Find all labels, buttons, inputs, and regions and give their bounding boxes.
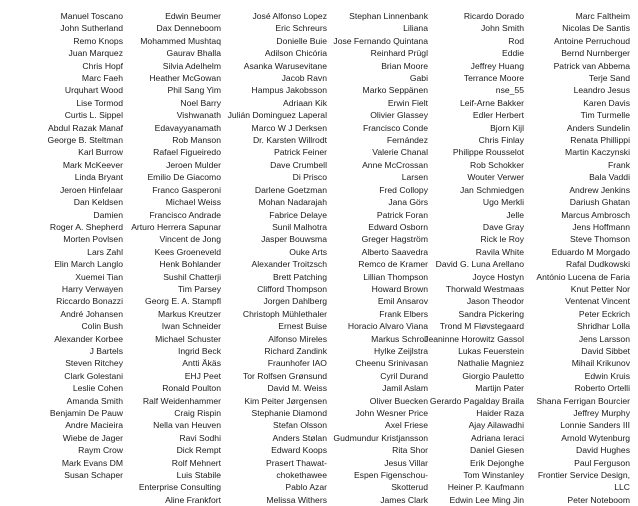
contributor-name: Edler Herbert — [472, 110, 524, 121]
contributor-name: Jasper Bouwsma — [261, 234, 327, 245]
name-column-3 — [228, 10, 327, 506]
contributor-name: Harry Verwayen — [61, 283, 123, 294]
contributor-name: Frank Elbers — [379, 308, 428, 319]
contributor-name: Arnold Wytenburg — [561, 432, 630, 443]
contributor-name: Brian Moore — [381, 60, 428, 71]
contributor-name: Jan Schmiedgen — [459, 184, 524, 195]
contributor-name: Xuemei Tian — [75, 271, 123, 282]
contributor-name: Dan Keldsen — [73, 197, 123, 208]
contributor-name: Jorgen Dahlberg — [263, 296, 327, 307]
name-column-5 — [424, 10, 524, 506]
contributor-name: Riccardo Bonazzi — [56, 296, 123, 307]
contributor-name: Karl Burrow — [78, 147, 123, 158]
contributor-name: Skotterud — [391, 482, 428, 493]
contributor-name: André Johansen — [60, 308, 123, 319]
contributor-name: Luis Stabile — [176, 470, 221, 481]
contributor-name: Steve Thomson — [569, 234, 630, 245]
contributor-name: Olivier Glassey — [370, 110, 428, 121]
contributor-name: Jelle — [506, 209, 524, 220]
contributor-name: Ouke Arts — [289, 246, 327, 257]
contributor-name: John Wesner Price — [355, 408, 428, 418]
contributor-name: Manuel Toscano — [60, 11, 123, 21]
contributor-name: Prasert Thawat- — [266, 457, 327, 468]
contributor-name: Dick Rempt — [176, 445, 221, 456]
contributor-name: Nicolas De Santis — [562, 23, 630, 34]
contributor-name: Edavayyanamath — [154, 122, 221, 133]
contributor-name: Martijn Pater — [475, 383, 524, 394]
contributor-name: Adriana Ieraci — [470, 432, 524, 443]
contributor-name: Lonnie Sanders III — [560, 420, 630, 431]
contributor-name: Gaurav Bhalla — [166, 48, 221, 59]
contributor-name: Rolf Mehnert — [171, 457, 221, 468]
contributor-name: Mark McKeever — [62, 159, 123, 170]
contributor-name: Susan Schaper — [64, 470, 123, 481]
contributor-name: Darlene Goetzman — [254, 184, 327, 195]
contributor-name: Benjamin De Pauw — [49, 408, 123, 418]
contributor-name: Kim Peiter Jørgensen — [244, 395, 327, 406]
contributor-name: Gabi — [409, 73, 428, 84]
contributor-name: Clark Golestani — [64, 370, 123, 381]
contributor-name: Alexander Troitzsch — [251, 259, 327, 270]
contributor-name: Giorgio Pauletto — [462, 370, 524, 381]
name-column-4 — [333, 10, 428, 506]
contributor-name: David M. Weiss — [267, 383, 327, 394]
contributor-name: Martin Kaczynski — [565, 147, 630, 158]
contributor-name: Pablo Azar — [285, 482, 327, 493]
contributor-name: Michael Schuster — [155, 333, 221, 344]
contributor-name: nse_55 — [495, 85, 524, 96]
contributor-name: Stephan Linnenbank — [349, 11, 428, 21]
contributor-name: Lise Tormod — [76, 97, 123, 108]
contributor-name: Stephanie Diamond — [251, 408, 327, 418]
contributor-name: Wiebe de Jager — [62, 432, 123, 443]
contributor-name: Noel Barry — [180, 97, 221, 108]
contributor-name: Francisco Andrade — [149, 209, 221, 220]
contributor-name: Ventenat Vincent — [565, 296, 630, 307]
contributor-name: David Sibbet — [581, 345, 630, 356]
contributor-name: Rod — [508, 35, 524, 46]
contributor-name: Edwin Lee Ming Jin — [449, 494, 524, 505]
contributor-name: Alfonso Mireles — [268, 333, 327, 344]
contributor-name: Markus Kreutzer — [157, 308, 221, 319]
contributor-name: Silvia Adelhelm — [162, 60, 221, 71]
contributor-name: Chris Hopf — [82, 60, 123, 71]
contributor-name: Peter Eckrich — [578, 308, 630, 319]
contributor-name: Curtis L. Sippel — [64, 110, 123, 121]
contributor-name: Marco W J Derksen — [251, 122, 327, 133]
contributor-name: Heiner P. Kaufmann — [447, 482, 524, 493]
contributor-name: Patrick Feiner — [273, 147, 327, 158]
contributor-name: Edwin Beumer — [165, 11, 221, 21]
contributor-name: Espen Figenschou- — [353, 470, 428, 481]
contributor-name: Frontier Service Design, — [537, 470, 630, 481]
contributor-name: Melissa Withers — [266, 494, 327, 505]
contributor-name: Edward Osborn — [368, 221, 428, 232]
contributor-name: Eric Schreurs — [275, 23, 327, 34]
contributor-name: Hampus Jakobsson — [251, 85, 327, 96]
contributor-name: Vincent de Jong — [159, 234, 221, 245]
contributor-name: José Alfonso Lopez — [252, 11, 327, 21]
contributor-name: Jason Theodor — [466, 296, 524, 307]
name-column-1 — [48, 10, 123, 481]
contributor-name: Christoph Mühlethaler — [242, 308, 327, 319]
contributor-name: Rafal Dudkowski — [566, 259, 630, 270]
contributor-name: Colin Bush — [81, 321, 123, 332]
contributor-name: Patrick Foran — [376, 209, 428, 220]
contributor-name: Sunil Malhotra — [272, 221, 327, 232]
contributor-name: David Hughes — [576, 445, 630, 456]
contributor-name: Vishwanath — [176, 110, 221, 121]
contributor-name: Alexander Korbee — [54, 333, 123, 344]
contributor-name: Franco Gasperoni — [152, 184, 221, 195]
contributor-name: Morten Povlsen — [63, 234, 123, 245]
contributor-name: Dave Gray — [482, 221, 524, 232]
contributor-name: Ricardo Dorado — [463, 11, 524, 21]
contributor-name: Philippe Rousselot — [452, 147, 524, 158]
contributor-name: Peter Noteboom — [567, 494, 630, 505]
contributor-name: Linda Bryant — [74, 172, 123, 183]
contributor-name: Ingrid Beck — [178, 345, 221, 356]
name-column-6 — [536, 10, 630, 506]
contributor-name: Edward Koops — [271, 445, 327, 456]
contributor-name: Daniel Giesen — [470, 445, 524, 456]
contributor-name: Jacob Ravn — [281, 73, 327, 84]
contributor-name: Michael Weiss — [165, 197, 221, 208]
contributor-name: David G. Luna Arellano — [435, 259, 524, 270]
contributor-name: Abdul Razak Manaf — [48, 122, 123, 133]
contributor-name: Fabrice Delaye — [269, 209, 327, 220]
contributor-name: Nathalie Magniez — [457, 358, 524, 369]
contributor-name: Greger Hagström — [361, 234, 428, 245]
contributor-name: Anders Sundelin — [566, 122, 630, 133]
contributor-name: Liliana — [403, 23, 428, 34]
contributor-name: Di Prisco — [292, 172, 327, 183]
contributor-name: Erik Dejonghe — [470, 457, 524, 468]
contributor-name: Roger A. Shepherd — [49, 221, 123, 232]
contributor-name: Axel Friese — [385, 420, 428, 431]
contributor-name: Ravila White — [475, 246, 524, 257]
contributor-name: Marko Seppänen — [362, 85, 428, 96]
contributor-name: Jens Hoffmann — [572, 221, 630, 232]
contributor-name: Tor Rolfsen Grønsund — [242, 370, 327, 381]
contributor-name: Tom Winstanley — [463, 470, 524, 481]
contributor-name: Richard Zandink — [264, 345, 327, 356]
contributor-name: Shridhar Lolla — [576, 321, 630, 332]
contributor-name: Mihail Krikunov — [571, 358, 630, 369]
contributor-name: George B. Steltman — [47, 135, 123, 146]
contributor-name: Donielle Buie — [276, 35, 327, 46]
contributor-name: Gudmundur Kristjansson — [333, 432, 428, 443]
contributor-name: Gerardo Pagalday Braila — [429, 395, 524, 406]
contributor-name: Frank — [608, 159, 630, 170]
contributor-name: Ajay Ailawadhi — [468, 420, 524, 431]
contributor-name: Valerie Chanal — [372, 147, 428, 158]
contributor-name: Tim Parsey — [177, 283, 221, 294]
contributor-name: Iwan Schneider — [161, 321, 221, 332]
contributor-name: Dave Crumbell — [270, 159, 327, 170]
contributor-name: Aline Frankfort — [165, 494, 221, 505]
contributor-name: Marc Faeh — [81, 73, 123, 84]
contributor-name: Tim Turmelle — [580, 110, 630, 121]
contributor-name: LLC — [614, 482, 630, 493]
contributor-name: Dax Denneboom — [156, 23, 221, 34]
contributor-name: Antti Äkäs — [182, 358, 221, 369]
contributor-name: Henk Bohlander — [159, 259, 221, 270]
contributor-name: Markus Schroll — [371, 333, 428, 344]
contributor-name: Ernest Buise — [278, 321, 327, 332]
contributor-name: Andre Macieira — [65, 420, 123, 431]
contributor-name: Joyce Hostyn — [472, 271, 524, 282]
contributor-name: Bjorn Kijl — [490, 122, 524, 133]
contributor-name: Leif-Arne Bakker — [459, 97, 524, 108]
contributor-name: Bernd Nurnberger — [561, 48, 630, 59]
contributor-name: Leslie Cohen — [72, 383, 123, 394]
contributor-name: Marc Faltheim — [575, 11, 630, 21]
contributor-name: Anders Stølan — [272, 432, 327, 443]
contributor-name: Patrick van Abbema — [553, 60, 630, 71]
contributor-name: Horacio Alvaro Viana — [347, 321, 428, 332]
contributor-name: chokethawee — [276, 470, 327, 481]
contributor-name: Rob Manson — [172, 135, 221, 146]
contributor-name: Fernández — [386, 135, 428, 146]
contributor-name: Jeffrey Huang — [470, 60, 524, 71]
contributor-name: Jamil Aslam — [382, 383, 428, 394]
contributor-name: Jesus Villar — [384, 457, 428, 468]
contributor-name: Adilson Chicória — [264, 48, 327, 59]
contributor-name: Emil Ansarov — [377, 296, 428, 307]
contributor-name: Craig Rispin — [174, 408, 221, 418]
contributor-name: Raym Crow — [78, 445, 123, 456]
contributor-name: Cyril Durand — [380, 370, 428, 381]
contributor-name: Ugo Merkli — [482, 197, 524, 208]
contributor-name: Juan Marquez — [68, 48, 123, 59]
contributor-name: Adriaan Kik — [283, 97, 327, 108]
contributor-name: Alberto Saavedra — [361, 246, 428, 257]
contributor-name: Eduardo M Morgado — [551, 246, 630, 257]
contributor-name: Remo Knops — [73, 35, 123, 46]
contributor-name: Lars Zahl — [87, 246, 123, 257]
contributor-name: Jeroen Mulder — [166, 159, 221, 170]
contributor-name: Ravi Sodhi — [179, 432, 221, 443]
contributor-name: Oliver Buecken — [369, 395, 428, 406]
contributor-name: Mohan Nadarajah — [258, 197, 327, 208]
contributor-name: Erwin Fielt — [387, 97, 428, 108]
contributor-name: Sandra Pickering — [458, 308, 524, 319]
contributor-name: EHJ Peet — [184, 370, 221, 381]
contributor-name: Jose Fernando Quintana — [333, 35, 428, 46]
contributor-name: Mark Evans DM — [61, 457, 123, 468]
contributor-name: Fred Collopy — [379, 184, 428, 195]
contributor-name: Jens Larsson — [578, 333, 630, 344]
contributor-name: John Smith — [481, 23, 524, 34]
contributor-name: Nella van Heuven — [153, 420, 221, 431]
contributor-name: Terrance Moore — [463, 73, 524, 84]
contributor-name: Francisco Conde — [363, 122, 428, 133]
contributor-name: Phil Sang Yim — [167, 85, 221, 96]
contributor-name: Antoine Perruchoud — [554, 35, 630, 46]
contributor-name: Urquhart Wood — [64, 85, 123, 96]
contributor-name: Cheenu Srinivasan — [355, 358, 428, 369]
contributor-name: António Lucena de Faria — [536, 271, 630, 282]
contributor-name: Ralf Weidenhammer — [142, 395, 221, 406]
contributor-name: Dariush Ghatan — [569, 197, 630, 208]
contributor-name: Knut Petter Nor — [570, 283, 630, 294]
contributor-name: Bala Vaddi — [589, 172, 630, 183]
contributor-name: Marcus Ambrosch — [561, 209, 630, 220]
contributor-name: Karen Davis — [583, 97, 630, 108]
contributor-name: James Clark — [380, 494, 428, 505]
contributor-name: Fraunhofer IAO — [267, 358, 327, 369]
contributor-name: Brett Patching — [273, 271, 327, 282]
contributor-name: John Sutherland — [60, 23, 123, 34]
contributor-name: Rafael Figueiredo — [153, 147, 221, 158]
contributor-name: Kees Groeneveld — [154, 246, 221, 257]
contributor-name: Edwin Kruis — [584, 370, 630, 381]
contributor-name: Rita Shor — [392, 445, 428, 456]
contributor-name: Paul Ferguson — [574, 457, 630, 468]
contributor-name: Julián Dominguez Laperal — [227, 110, 327, 121]
contributor-name: Larsen — [401, 172, 428, 183]
contributor-name: Leandro Jesus — [573, 85, 630, 96]
contributor-name: Jeffrey Murphy — [573, 408, 630, 418]
contributor-name: Jana Görs — [388, 197, 428, 208]
contributor-name: Terje Sand — [588, 73, 630, 84]
contributor-name: Rob Schokker — [470, 159, 524, 170]
contributor-name: Dr. Karsten Willrodt — [252, 135, 327, 146]
contributor-name: Howard Brown — [371, 283, 428, 294]
contributor-name: Lillian Thompson — [363, 271, 428, 282]
contributor-name: Andrew Jenkins — [569, 184, 630, 195]
contributor-name: Rick le Roy — [480, 234, 524, 245]
contributor-name: Jeaninne Horowitz Gassol — [424, 333, 524, 344]
contributor-name: Emilio De Giacomo — [147, 172, 221, 183]
contributor-name: Stefan Olsson — [273, 420, 327, 431]
contributor-name: Anne McCrossan — [362, 159, 428, 170]
contributor-name: Trond M Fløvstegaard — [439, 321, 524, 332]
contributor-name: Wouter Verwer — [467, 172, 524, 183]
name-column-2 — [131, 10, 221, 506]
contributor-name: Roberto Ortelli — [574, 383, 630, 394]
contributor-name: Steven Ritchey — [65, 358, 123, 369]
contributor-name: Haider Raza — [476, 408, 524, 418]
contributor-name: Mohammed Mushtaq — [140, 35, 221, 46]
contributor-name: Renata Phillippi — [570, 135, 630, 146]
contributor-name: Enterprise Consulting — [138, 482, 221, 493]
contributor-name: Heather McGowan — [149, 73, 221, 84]
contributor-name: Eddie — [502, 48, 524, 59]
contributor-name: Arturo Herrera Sapunar — [131, 221, 221, 232]
contributor-name: Reinhard Prügl — [370, 48, 428, 59]
contributor-name: Remco de Kramer — [358, 259, 428, 270]
contributor-name: Shana Ferrigan Bourcier — [536, 395, 630, 406]
contributor-name: Thorwald Westmaas — [445, 283, 524, 294]
contributor-name: Ronald Poulton — [162, 383, 221, 394]
contributor-name: Chris Finlay — [478, 135, 524, 146]
contributor-name: Georg E. A. Stampfl — [145, 296, 221, 307]
contributor-name: Clifford Thompson — [257, 283, 327, 294]
contributor-name: Sushil Chatterji — [163, 271, 221, 282]
contributor-name: Amanda Smith — [66, 395, 123, 406]
contributor-name: Damien — [93, 209, 123, 220]
contributor-name: Asanka Warusevitane — [243, 60, 327, 71]
contributor-name: J Bartels — [89, 345, 123, 356]
contributor-name: Hylke Zeijlstra — [374, 345, 428, 356]
contributor-name: Lukas Feuerstein — [458, 345, 524, 356]
contributor-name: Elin March Langlo — [54, 259, 123, 270]
contributor-name: Jeroen Hinfelaar — [59, 184, 123, 195]
